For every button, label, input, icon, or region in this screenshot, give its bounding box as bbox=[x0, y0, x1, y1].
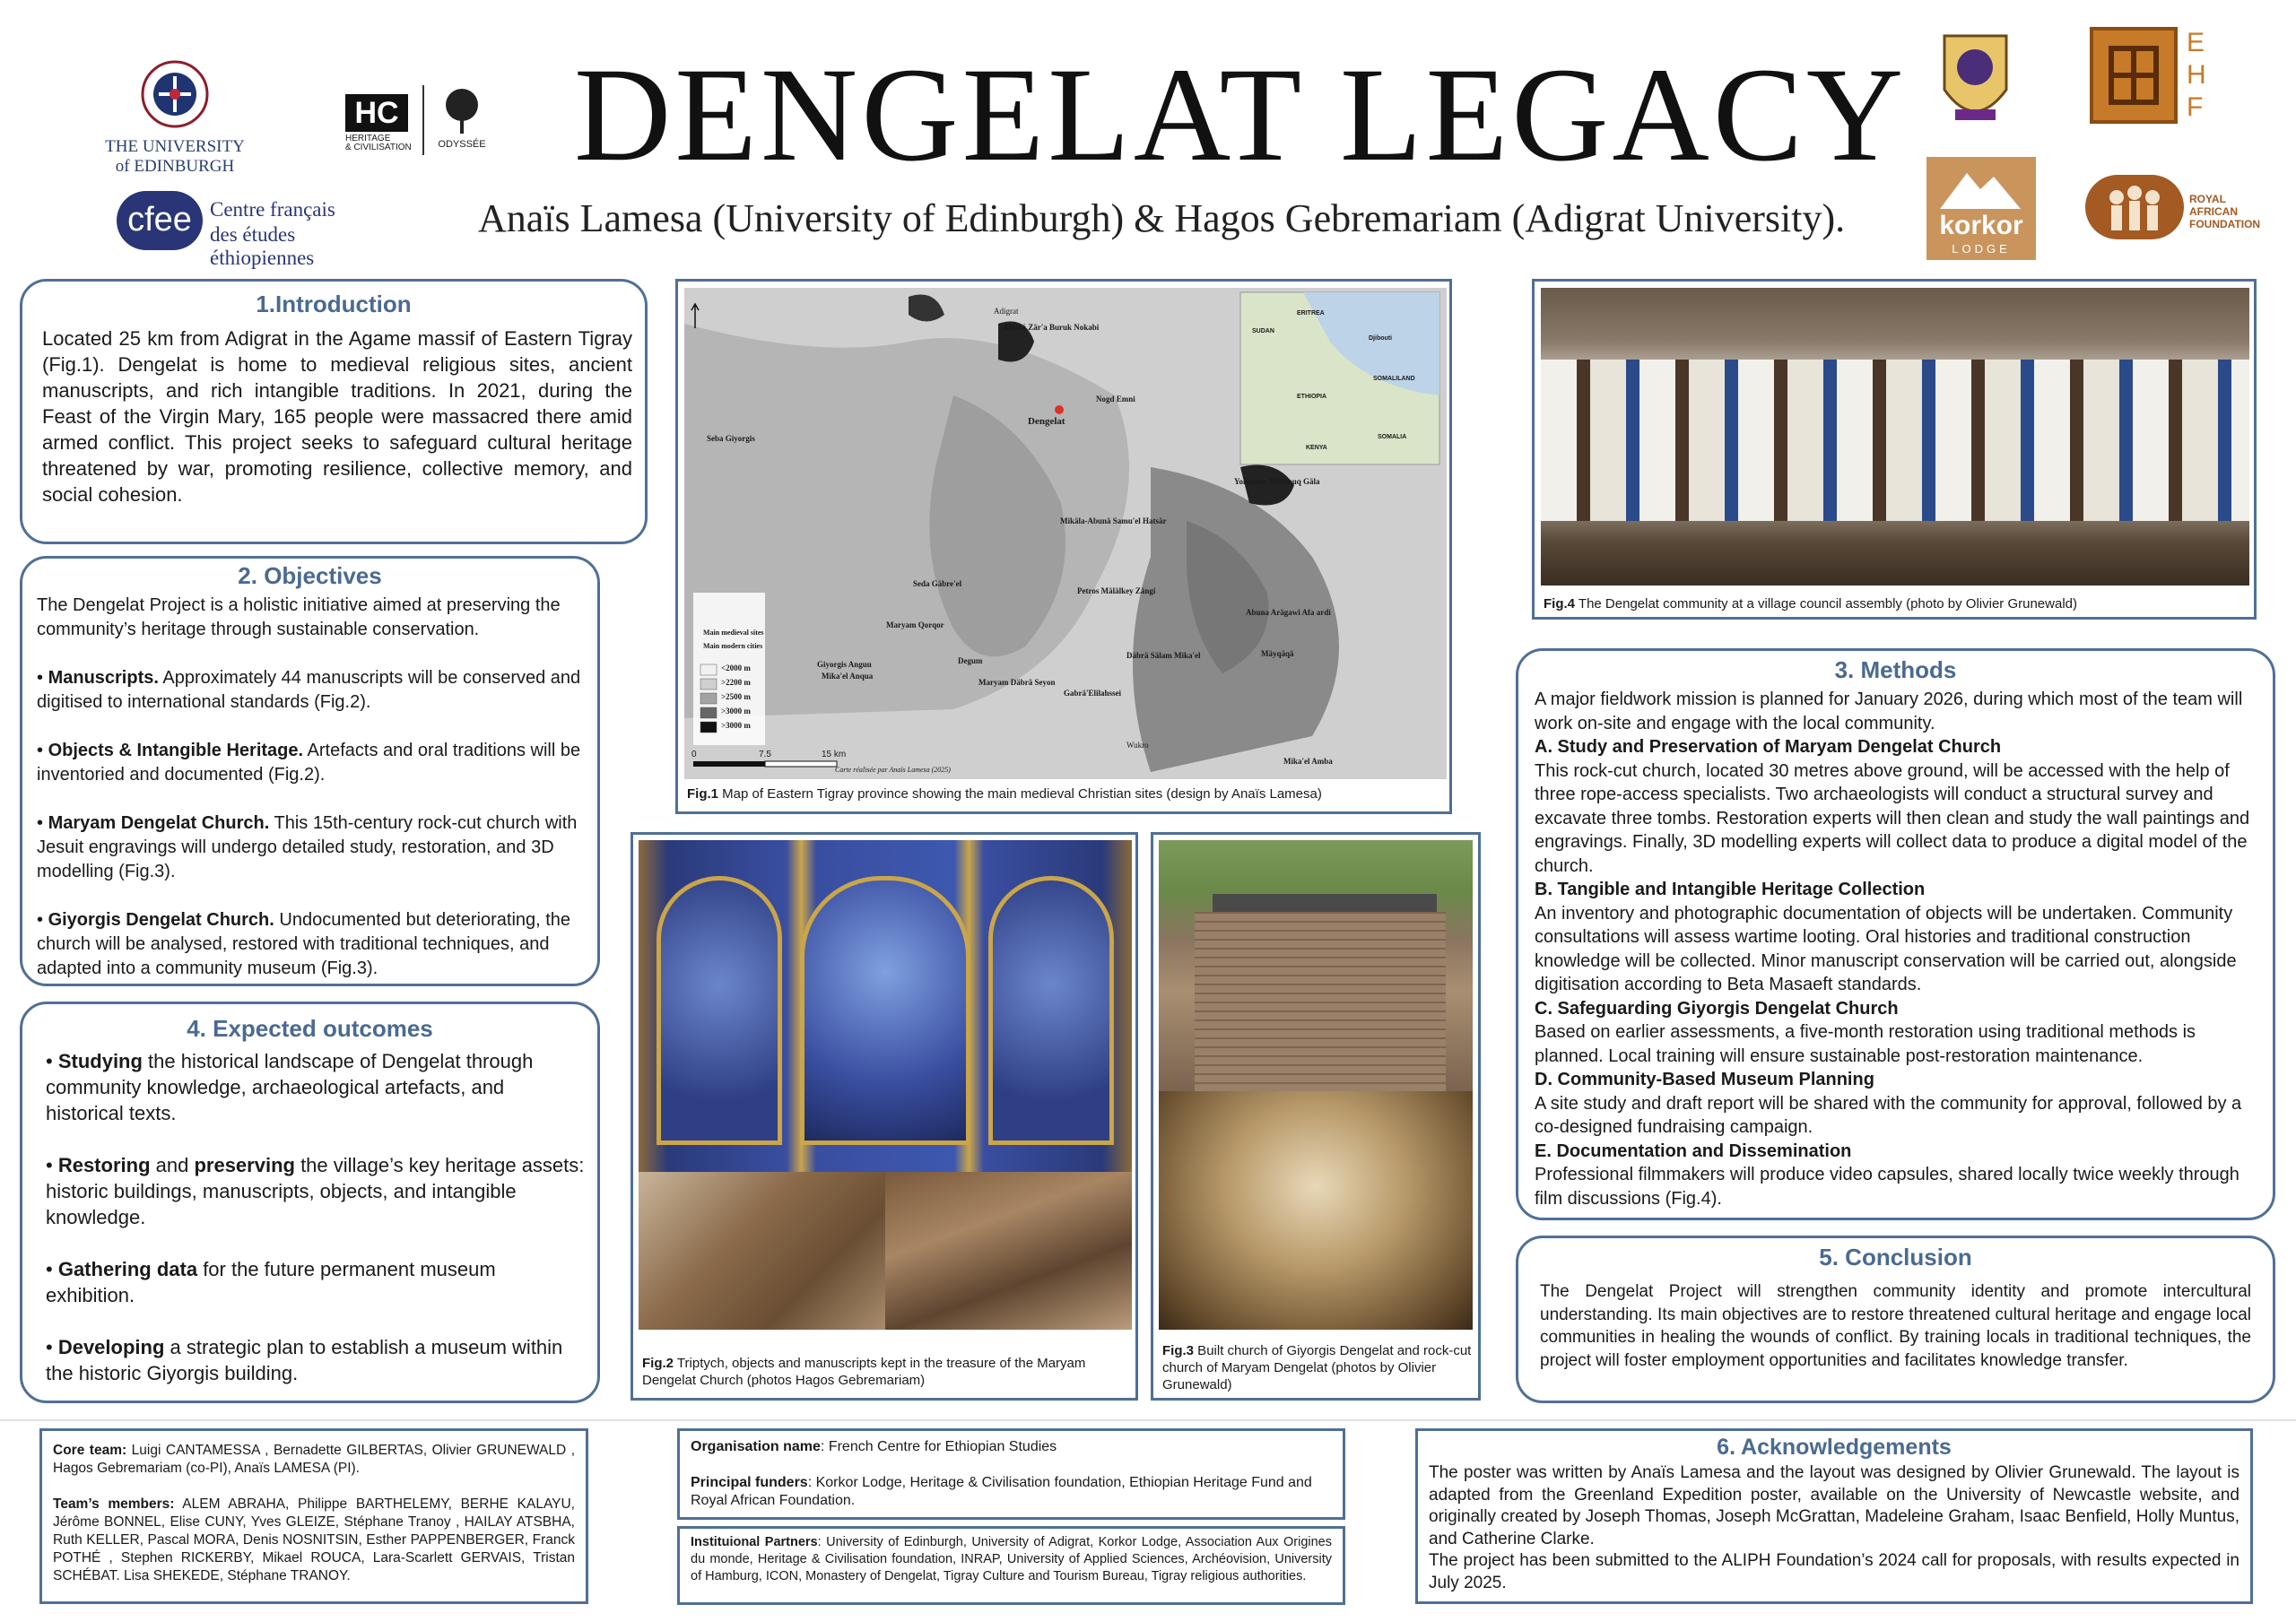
adigrat-logo bbox=[1937, 27, 2013, 134]
objectives-panel bbox=[20, 556, 600, 986]
ehf-letter-h: H bbox=[2187, 60, 2206, 90]
map-scale-label: 7.5 bbox=[759, 750, 771, 759]
objective-item: • Maryam Dengelat Church. This 15th-century rock-cut church with Jesuit engravings will undergo detailed study, restoration, and 3D modelling (Fig.3). bbox=[37, 813, 578, 881]
fig3-caption: Fig.3 Built church of Giyorgis Dengelat and rock-cut church of Maryam Dengelat (photos by Olivier Grunewald) bbox=[1162, 1343, 1472, 1392]
map-label-site: Abuna Arägawi Afa ardi bbox=[1246, 608, 1331, 617]
map-label-site: Maryam Däbrä Seyon bbox=[978, 678, 1056, 687]
fig4-caption: Fig.4 The Dengelat community at a village council assembly (photo by Olivier Grunewald) bbox=[1544, 596, 2077, 612]
logo-divider bbox=[422, 85, 424, 155]
lodge-label: LODGE bbox=[1952, 242, 2011, 256]
objectives-intro: The Dengelat Project is a holistic initiative aimed at preserving the community’s heritage through sustainable conservation. bbox=[37, 595, 561, 639]
map-legend-item: Main modern cities bbox=[703, 642, 763, 650]
hc-line2: & CIVILISATION bbox=[345, 143, 412, 152]
outcomes-heading: 4. Expected outcomes bbox=[187, 1015, 433, 1042]
map-label-site: Mika'el Anqua bbox=[822, 672, 874, 681]
team-panel bbox=[39, 1428, 588, 1604]
methods-intro: A major fieldwork mission is planned for January 2026, during which most of the team will work on-site and engage with the local community. bbox=[1535, 690, 2243, 733]
map-inset-label: KENYA bbox=[1306, 445, 1327, 451]
outcome-item: • Gathering data for the future permanent museum exhibition. bbox=[46, 1258, 496, 1306]
hc-logo bbox=[345, 85, 502, 157]
outcome-item: • Studying the historical landscape of Dengelat through community knowledge, archaeological artefacts, and historical texts. bbox=[46, 1050, 534, 1124]
crowd-row bbox=[1541, 360, 2249, 521]
hc-line1: HERITAGE bbox=[345, 134, 391, 143]
map-figure bbox=[675, 279, 1452, 814]
raf-line3: FOUNDATION bbox=[2189, 218, 2261, 230]
core-team-text: Core team: Luigi CANTAMESSA , Bernadette GILBERTAS, Olivier GRUNEWALD , Hagos Gebremariam (co-PI), Anaïs LAMESA (PI). bbox=[53, 1443, 576, 1476]
ehf-mark bbox=[2090, 27, 2178, 124]
map-label-site: Abuná Zär'a Buruk Nokabi bbox=[1003, 323, 1100, 332]
map-caption: Fig.1 Map of Eastern Tigray province showing the main medieval Christian sites (design by Anaïs Lamesa) bbox=[687, 786, 1322, 802]
map-inset-label: ERITREA bbox=[1297, 310, 1325, 317]
acknowledgements-panel bbox=[1415, 1428, 2253, 1604]
map-label-site: Gabrä'Elilahssei bbox=[1064, 689, 1122, 698]
map-legend-item: <2000 m bbox=[721, 664, 751, 672]
objective-item: • Giyorgis Dengelat Church. Undocumented but deteriorating, the church will be analysed, restored with traditional techniques, and adapted into a community museum (Fig.3). bbox=[37, 910, 571, 978]
map-label-site: Petros Mälälkey Zängi bbox=[1077, 586, 1156, 595]
methods-section-a-title: A. Study and Preservation of Maryam Dengelat Church bbox=[1535, 737, 2002, 757]
objectives-heading: 2. Objectives bbox=[238, 562, 382, 589]
cfee-line1: Centre français bbox=[210, 198, 335, 221]
objective-item: • Objects & Intangible Heritage. Artefacts and oral traditions will be inventoried and documented (Fig.2). bbox=[37, 741, 581, 785]
methods-section-d-text: A site study and draft report will be shared with the community for approval, followed by a co-designed fundraising campaign. bbox=[1535, 1093, 2242, 1137]
methods-heading: 3. Methods bbox=[1834, 656, 1957, 683]
map-label-adigrat: Adigrat bbox=[994, 307, 1019, 316]
introduction-heading: 1.Introduction bbox=[256, 291, 412, 317]
village-assembly-photo bbox=[1541, 288, 2249, 585]
map-label-site: Mika'el Amba bbox=[1283, 757, 1333, 766]
edinburgh-logo bbox=[90, 58, 260, 179]
map-label-site: Giyorgis Anguu bbox=[817, 660, 872, 669]
raf-mark bbox=[2085, 175, 2184, 239]
map-label-site: Däbrä Sälam Mika'el bbox=[1126, 651, 1201, 660]
map-scale-label: 0 bbox=[691, 750, 697, 759]
introduction-panel bbox=[20, 279, 648, 544]
tree-icon bbox=[435, 85, 489, 135]
fig2-caption: Fig.2 Triptych, objects and manuscripts kept in the treasure of the Maryam Dengelat Church (photos Hagos Gebremariam) bbox=[642, 1356, 1086, 1388]
conclusion-text: The Dengelat Project will strengthen community identity and promote intercultural understanding. Its main objectives are to restore threatened cultural heritage and engage local communities in healing the wounds of conflict. By training locals in traditional techniques, the project will foster employment opportunities and facilitates knowledge transfer. bbox=[1540, 1282, 2251, 1370]
cfee-line2: des études éthiopiennes bbox=[210, 223, 315, 269]
footer-divider bbox=[0, 1419, 2296, 1421]
people-icon bbox=[2085, 175, 2184, 239]
map-label-dengelat: Dengelat bbox=[1028, 416, 1065, 427]
map-legend-item: >3000 m bbox=[721, 721, 751, 730]
methods-panel bbox=[1516, 648, 2275, 1220]
edinburgh-line1: THE UNIVERSITY bbox=[105, 137, 245, 156]
acknowledgements-text: The poster was written by Anaïs Lamesa and the layout was designed by Olivier Grunewald. The layout is adapted from the Greenland Expedition poster, available on the University of Newcastle website, and originally created by Joseph Thomas, Joseph McGrattan, Madeleine Graham, Isaac Benfield, Holly Muntus, and Catherine Clarke. bbox=[1429, 1463, 2239, 1548]
methods-section-e-title: E. Documentation and Dissemination bbox=[1535, 1141, 1852, 1161]
korkor-logo bbox=[1926, 157, 2036, 260]
conclusion-panel bbox=[1516, 1236, 2275, 1403]
map-legend-item: >3000 m bbox=[721, 707, 751, 716]
raf-line1: ROYAL bbox=[2189, 193, 2226, 205]
map-label-site: Seda Gäbre'el bbox=[913, 579, 962, 588]
map-label-site: Maryam Qorqor bbox=[886, 620, 944, 629]
manuscript-photo bbox=[639, 1172, 885, 1330]
poster-title: DENGELAT LEGACY bbox=[574, 40, 1908, 189]
map-legend-item: Main medieval sites bbox=[703, 629, 764, 637]
raf-logo bbox=[2085, 175, 2265, 242]
map-inset-label: SOMALILAND bbox=[1373, 376, 1415, 382]
methods-section-b-text: An inventory and photographic documentation of objects will be undertaken. Community consultations will assess wartime looting. Oral histories and traditional construction knowledge will be collected. Minor manuscript conservation will be carried out, alongside digitisation according to Beta Masaeft standards. bbox=[1535, 903, 2237, 994]
korkor-label: korkor bbox=[1939, 211, 2023, 240]
hc-mark: HC bbox=[345, 94, 408, 132]
outcome-item: • Restoring and preserving the village’s key heritage assets: historic buildings, manuscripts, objects, and intangible knowledge. bbox=[46, 1154, 585, 1228]
map-legend-item: >2200 m bbox=[721, 678, 751, 687]
objects-photo bbox=[885, 1172, 1132, 1330]
map-inset-label: SUDAN bbox=[1252, 328, 1274, 334]
cfee-logo bbox=[117, 191, 404, 269]
map-label-site: Nogd Emni bbox=[1096, 395, 1135, 403]
methods-section-c-text: Based on earlier assessments, a five-month restoration using traditional methods is planned. Local training will ensure sustainable post-restoration maintenance. bbox=[1535, 1022, 2196, 1066]
map-label-site: Degum bbox=[958, 656, 983, 665]
map-label-site: Mikäla-Abunä Samu'el Hatsär bbox=[1060, 516, 1167, 525]
triptych-photo bbox=[639, 840, 1132, 1172]
odyssee-label: ODYSSÉE bbox=[438, 139, 486, 150]
partners-text: Instituional Partners: University of Edinburgh, University of Adigrat, Korkor Lodge, Association Aux Origines du monde, Heritage & Civilisation foundation, INRAP, University of Applied Sciences, Archéovision, University of Hamburg, ICON, Monastery of Dengelat, Tigray Culture and Tourism Bureau, Tigray religious authorities. bbox=[691, 1535, 1332, 1583]
fig2-figure bbox=[631, 832, 1138, 1401]
map-inset-label: ETHIOPIA bbox=[1297, 394, 1327, 400]
triptych-center-panel bbox=[800, 876, 970, 1145]
partners-panel bbox=[677, 1526, 1345, 1605]
ehf-letter-f: F bbox=[2187, 92, 2204, 122]
map-credit: Carte réalisée par Anaïs Lamesa (2025) bbox=[835, 766, 951, 774]
mountain-icon bbox=[1926, 164, 2036, 213]
fig3-figure bbox=[1151, 832, 1481, 1401]
methods-section-a-text: This rock-cut church, located 30 metres above ground, will be accessed with the help of three rope-access specialists. Two archaeologists will conduct a structural survey and excavate three tombs. Restoration experts will then clean and study the wall paintings and engravings. Finally, 3D modelling experts will collect data to produce a digital model of the church. bbox=[1535, 760, 2250, 876]
map-legend-item: >2500 m bbox=[721, 692, 751, 701]
maryam-church-photo bbox=[1159, 1091, 1473, 1330]
ehf-logo bbox=[2090, 27, 2206, 130]
conclusion-heading: 5. Conclusion bbox=[1819, 1244, 1972, 1271]
map-scale-label: 15 km bbox=[822, 750, 847, 759]
objective-item: • Manuscripts. Approximately 44 manuscripts will be conserved and digitised to international standards (Fig.2). bbox=[37, 668, 581, 712]
team-members-text: Team’s members: ALEM ABRAHA, Philippe BARTHELEMY, BERHE KALAYU, Jérôme BONNEL, Elise CUNY, Yves GLEIZE, Stéphane Tranoy , HAILAY ATSBHA, Ruth KELLER, Pascal MORA, Denis NOSNITSIN, Esther PAPPENBERGER, Franck POTHÉ , Stephen RICKERBY, Mikael ROUCA, Lara-Scarlett GERVAIS, Tristan SCHÉBAT. Lisa SHEKEDE, Stéphane TRANOY. bbox=[53, 1496, 575, 1583]
cfee-mark: cfee bbox=[117, 191, 203, 250]
methods-section-e-text: Professional filmmakers will produce video capsules, shared locally twice weekly through film discussions (Fig.4). bbox=[1535, 1165, 2239, 1209]
introduction-text: Located 25 km from Adigrat in the Agame massif of Eastern Tigray (Fig.1). Dengelat is home to medieval religious sites, ancient manuscripts, and rich intangible traditions. In 2021, during the Feast of the Virgin Mary, 165 people were massacred there amid armed conflict. This project seeks to safeguard cultural heritage threatened by war, promoting resilience, collective memory, and social cohesion. bbox=[42, 327, 632, 506]
triptych-left-panel bbox=[657, 876, 782, 1145]
map-label-site: Mäyqäqä bbox=[1261, 649, 1294, 658]
acknowledgements-heading: 6. Acknowledgements bbox=[1717, 1435, 1952, 1460]
triptych-right-panel bbox=[988, 876, 1114, 1145]
map-label-site: Seba Giyorgis bbox=[707, 434, 755, 443]
outcome-item: • Developing a strategic plan to establish a museum within the historic Giyorgis building. bbox=[46, 1336, 563, 1384]
adigrat-shield-icon bbox=[1937, 27, 2013, 134]
acknowledgements-submission: The project has been submitted to the ALIPH Foundation’s 2024 call for proposals, with results expected in July 2025. bbox=[1429, 1551, 2239, 1592]
methods-section-d-title: D. Community-Based Museum Planning bbox=[1535, 1070, 1874, 1089]
edinburgh-line2: of EDINBURGH bbox=[115, 157, 235, 176]
organisation-panel bbox=[677, 1428, 1345, 1520]
map-inset-label: Djibouti bbox=[1369, 335, 1393, 342]
map-label-site: Wukro bbox=[1126, 741, 1149, 750]
ehf-cross-icon bbox=[2093, 30, 2174, 120]
principal-funders: Principal funders: Korkor Lodge, Heritage & Civilisation foundation, Ethiopian Heritage Fund and Royal African Foundation. bbox=[691, 1475, 1312, 1508]
raf-line2: AFRICAN bbox=[2189, 205, 2238, 218]
tigray-map bbox=[684, 288, 1447, 779]
map-label-site: Yohannes Mäkmuq Gäla bbox=[1234, 477, 1320, 486]
edinburgh-crest-icon bbox=[139, 58, 211, 130]
outcomes-panel bbox=[20, 1002, 600, 1403]
church-roof bbox=[1213, 894, 1437, 912]
organisation-name: Organisation name: French Centre for Ethiopian Studies bbox=[691, 1439, 1057, 1454]
methods-section-c-title: C. Safeguarding Giyorgis Dengelat Church bbox=[1535, 998, 1899, 1019]
ehf-letter-e: E bbox=[2187, 28, 2205, 57]
fig4-figure bbox=[1532, 279, 2257, 620]
methods-section-b-title: B. Tangible and Intangible Heritage Collection bbox=[1535, 880, 1926, 899]
map-inset-label: SOMALIA bbox=[1378, 434, 1407, 440]
poster-subtitle: Anaïs Lamesa (University of Edinburgh) & Hagos Gebremariam (Adigrat University). bbox=[478, 196, 1846, 240]
church-wall bbox=[1195, 912, 1446, 1091]
giyorgis-church-photo bbox=[1159, 840, 1473, 1091]
